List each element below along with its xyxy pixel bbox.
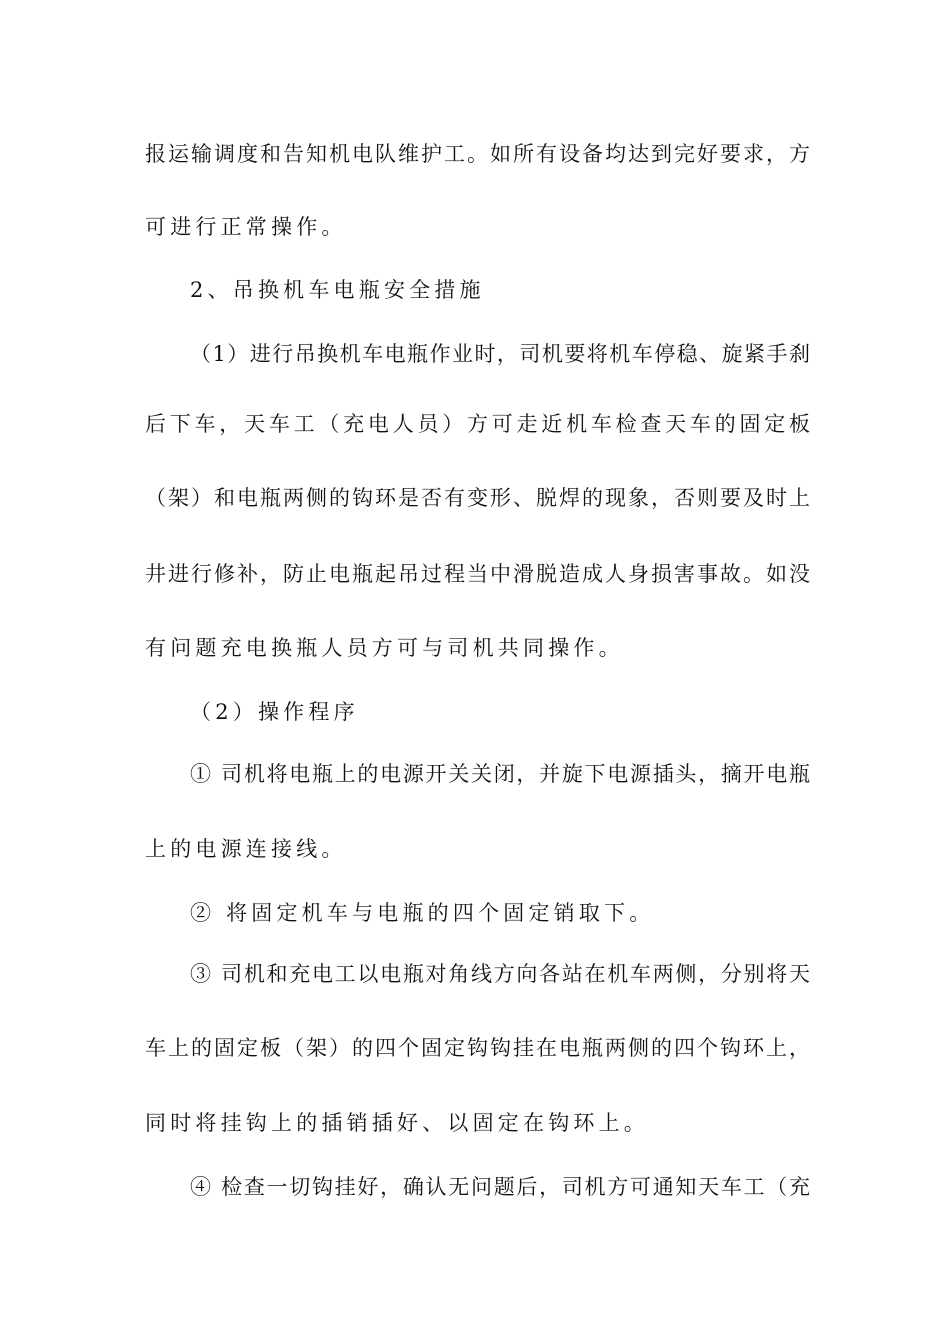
paragraph-line-12: ② 将固定机车与电瓶的四个固定销取下。 xyxy=(190,901,655,925)
paragraph-line-5: 后下车，天车工（充电人员）方可走近机车检查天车的固定板 xyxy=(145,412,810,436)
paragraph-line-7: 井进行修补，防止电瓶起吊过程当中滑脱造成人身损害事故。如没 xyxy=(145,562,810,586)
paragraph-line-10: ① 司机将电瓶上的电源开关关闭，并旋下电源插头，摘开电瓶 xyxy=(190,762,810,786)
paragraph-line-4: （1）进行吊换机车电瓶作业时，司机要将机车停稳、旋紧手刹 xyxy=(190,342,810,366)
paragraph-line-11: 上的电源连接线。 xyxy=(145,837,347,861)
paragraph-line-2: 可进行正常操作。 xyxy=(145,215,347,239)
paragraph-line-13: ③ 司机和充电工以电瓶对角线方向各站在机车两侧，分别将天 xyxy=(190,962,810,986)
paragraph-line-15: 同时将挂钩上的插销插好、以固定在钩环上。 xyxy=(145,1111,649,1135)
paragraph-line-1: 报运输调度和告知机电队维护工。如所有设备均达到完好要求，方 xyxy=(145,142,810,166)
paragraph-line-14: 车上的固定板（架）的四个固定钩钩挂在电瓶两侧的四个钩环上， xyxy=(145,1036,810,1060)
paragraph-line-6: （架）和电瓶两侧的钩环是否有变形、脱焊的现象，否则要及时上 xyxy=(145,486,810,510)
subsection-heading: （2）操作程序 xyxy=(190,700,359,724)
section-heading: 2、吊换机车电瓶安全措施 xyxy=(190,278,485,302)
paragraph-line-16: ④ 检查一切钩挂好，确认无问题后，司机方可通知天车工（充 xyxy=(190,1175,810,1199)
paragraph-line-8: 有问题充电换瓶人员方可与司机共同操作。 xyxy=(145,636,624,660)
